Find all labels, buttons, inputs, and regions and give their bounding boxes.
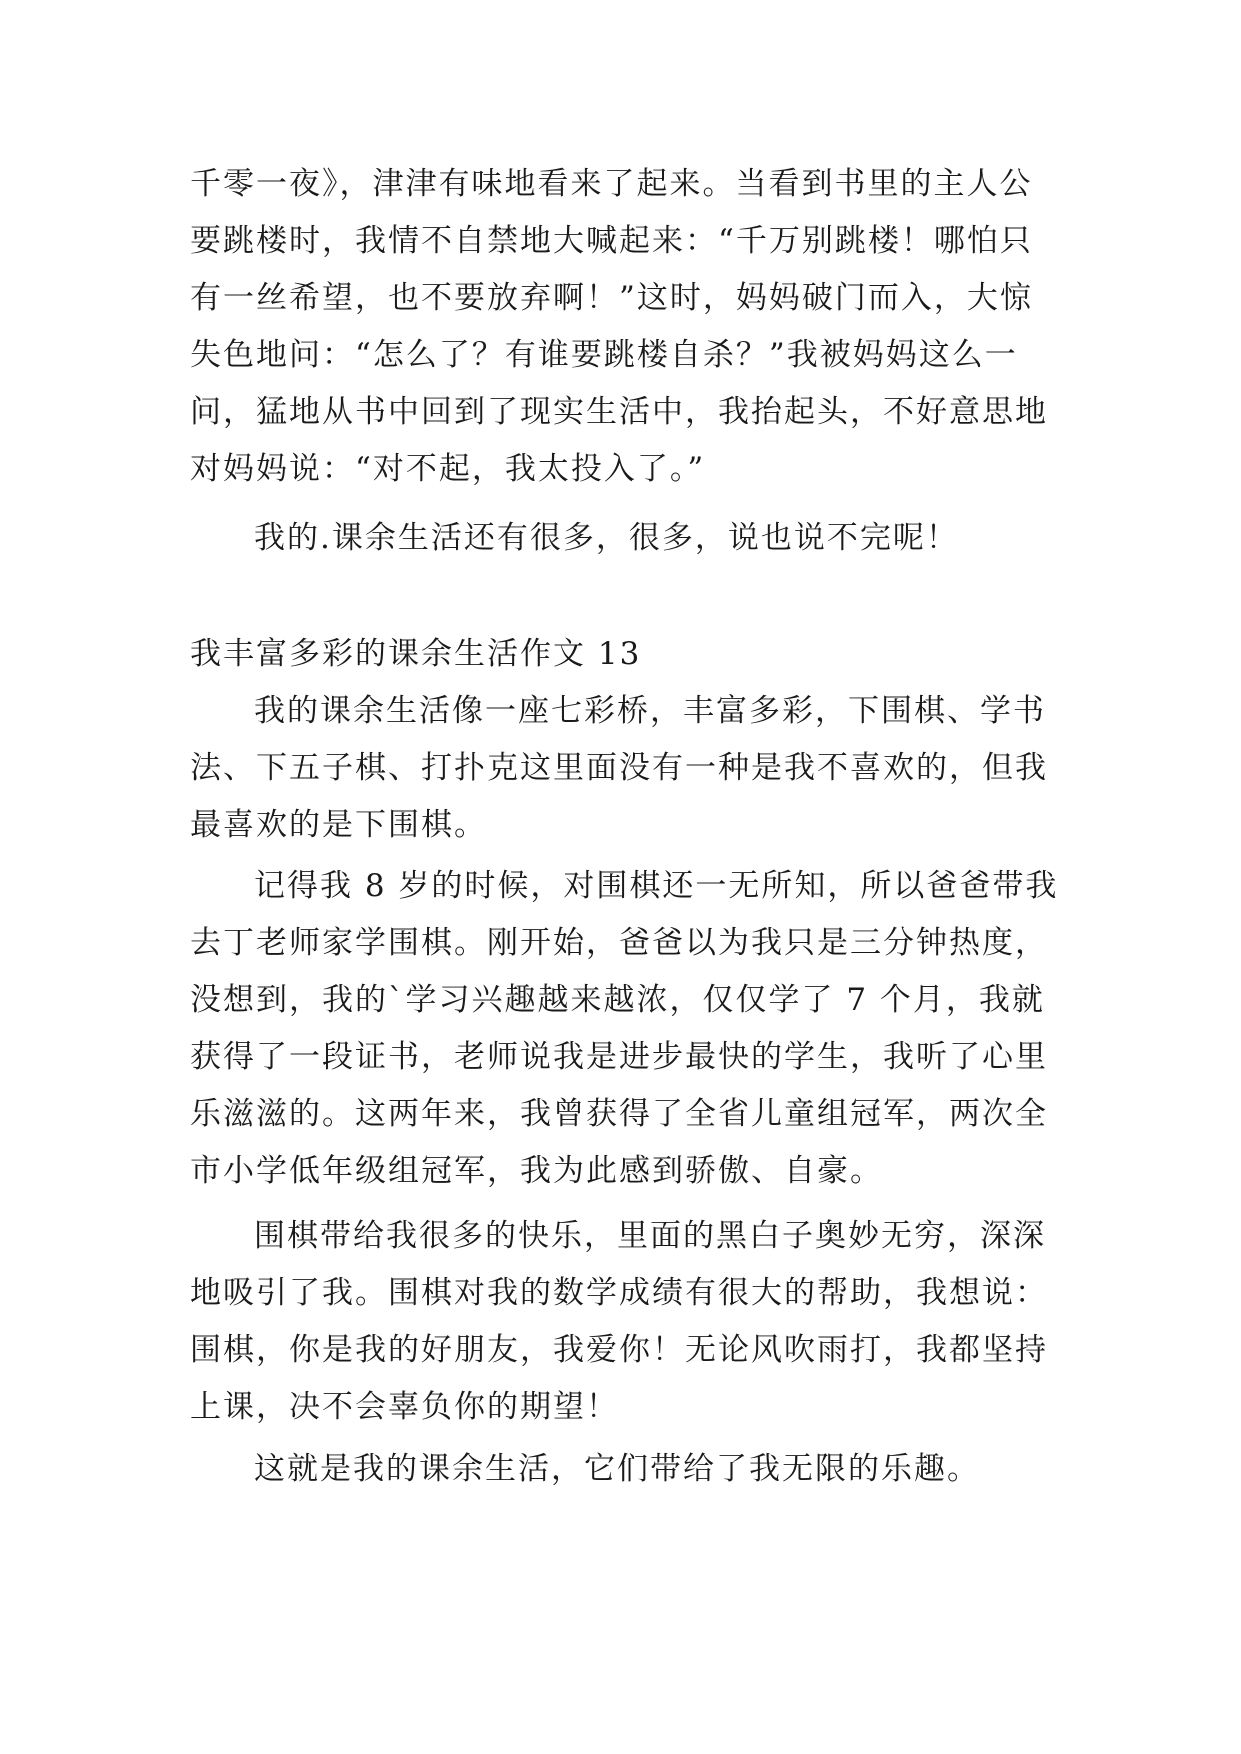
closing-paragraph: [190, 510, 1052, 567]
text-line: 记得我 8 岁的时候，对围棋还一无所知，所以爸爸带我: [254, 868, 1059, 904]
text-line: 市小学低年级组冠军，我为此感到骄傲、自豪。: [190, 1153, 883, 1189]
paragraph-4: [190, 1441, 1052, 1498]
text-line: 对妈妈说：“对不起，我太投入了。”: [190, 451, 706, 487]
text-line: 问，猛地从书中回到了现实生活中，我抬起头，不好意思地: [190, 394, 1048, 430]
text-line: 要跳楼时，我情不自禁地大喊起来：“千万别跳楼！哪怕只: [190, 223, 1033, 259]
text-line: 围棋，你是我的好朋友，我爱你！无论风吹雨打，我都坚持: [190, 1332, 1048, 1368]
text-line: 这就是我的课余生活，它们带给了我无限的乐趣。: [254, 1451, 980, 1487]
text-line: 千零一夜》，津津有味地看来了起来。当看到书里的主人公: [190, 166, 1033, 202]
text-line: 有一丝希望，也不要放弃啊！”这时，妈妈破门而入，大惊: [190, 280, 1033, 316]
continuation-paragraph: [190, 156, 1052, 498]
essay-title-text: 我丰富多彩的课余生活作文 13: [190, 636, 642, 672]
text-line: 法、下五子棋、打扑克这里面没有一种是我不喜欢的，但我: [190, 750, 1048, 786]
text-line: 去丁老师家学围棋。刚开始，爸爸以为我只是三分钟热度，: [190, 925, 1048, 961]
text-line: 获得了一段证书，老师说我是进步最快的学生，我听了心里: [190, 1039, 1048, 1075]
essay-title: [190, 626, 1052, 683]
text-line: 我的课余生活像一座七彩桥，丰富多彩，下围棋、学书: [254, 693, 1046, 729]
text-line: 乐滋滋的。这两年来，我曾获得了全省儿童组冠军，两次全: [190, 1096, 1048, 1132]
text-line: 最喜欢的是下围棋。: [190, 807, 487, 843]
text-line: 我的.课余生活还有很多，很多，说也说不完呢！: [254, 520, 959, 556]
text-line: 上课，决不会辜负你的期望！: [190, 1389, 619, 1425]
text-line: 失色地问：“怎么了？有谁要跳楼自杀？”我被妈妈这么一: [190, 337, 1018, 373]
paragraph-1: [190, 683, 1052, 854]
text-line: 地吸引了我。围棋对我的数学成绩有很大的帮助，我想说：: [190, 1275, 1048, 1311]
paragraph-2: [190, 858, 1059, 1200]
paragraph-3: [190, 1208, 1052, 1436]
text-line: 没想到，我的`学习兴趣越来越浓，仅仅学了 7 个月，我就: [190, 982, 1045, 1018]
text-line: 围棋带给我很多的快乐，里面的黑白子奥妙无穷，深深: [254, 1218, 1046, 1254]
